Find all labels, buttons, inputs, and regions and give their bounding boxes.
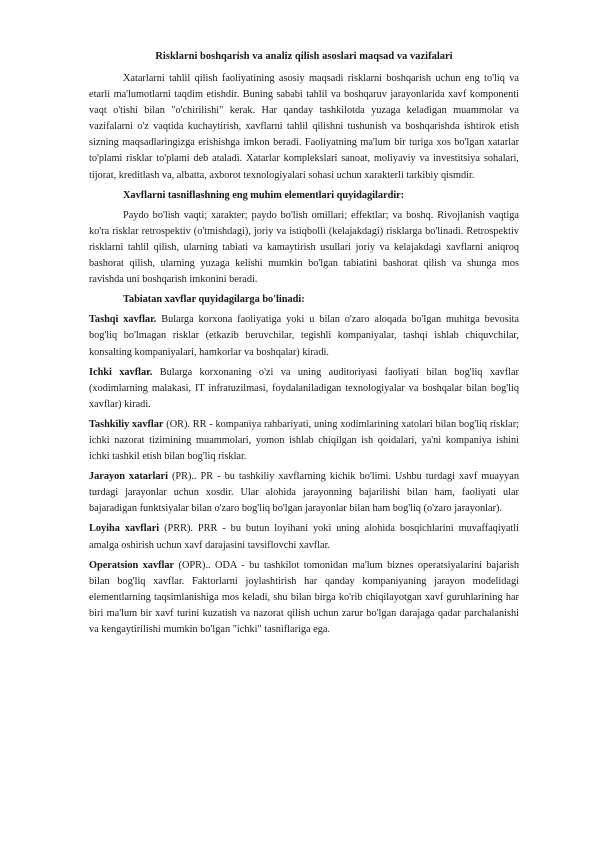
elements-paragraph: Paydo bo'lish vaqti; xarakter; paydo bo'lish omillari; effektlar; va boshq. Rivojlanish vaqtiga ko'ra risklar retrospektiv (o'tmishdagi), joriy va istiqbolli (kelajakdagi) risklarga bo'linadi. Retrospektiv risklarni tahlil qilish, ularning tabiati va kamaytirish usullari joriy va kelajakdagi xavflarni aniqroq bashorat qilish, ularning yuzaga kelishi mumkin bo'lgan tabiatini bashorat qilish va shunga mos ravishda uni boshqarish imkonini beradi. <box>89 209 519 286</box>
document-title: Risklarni boshqarish va analiz qilish asoslari maqsad va vazifalari <box>155 51 453 62</box>
list-item-external-risks <box>89 312 519 360</box>
term-internal-risks: Ichki xavflar. <box>89 366 153 378</box>
term-operational-risks: Operatsion xavflar <box>89 559 175 571</box>
list-item-process-risks <box>89 469 519 517</box>
list-item-project-risks <box>89 521 519 553</box>
term-process-risks: Jarayon xatarlari <box>89 471 168 483</box>
list-item-operational-risks <box>89 558 519 638</box>
text-project-risks: (PRR). PRR - bu butun loyihani yoki uning alohida bosqichlarini muvaffaqiyatli amalga oshirish uchun xavf darajasini tavsiflovchi xavflar. <box>89 523 519 551</box>
list-item-organizational-risks <box>89 417 519 465</box>
term-external-risks: Tashqi xavflar. <box>89 314 157 326</box>
heading-classification-elements: Xavflarni tasniflashning eng muhim elementlari quyidagilardir: <box>123 189 405 201</box>
text-operational-risks: (OPR).. ODA - bu tashkilot tomonidan ma'lum biznes operatsiyalarini bajarish bilan bog'liq xavflar. Faktorlarni joylashtirish har qanday kompaniyaning jarayon modelidagi elementlarning taqsimlanishiga mos keladi, shu bilan birga ko'rib chiqilayotgan xavf guruhlarining har biri ma'lum bir xavf turini kuzatish va nazorat qilish uchun zarur bo'lgan darajaga qadar parchalanishi va kengaytirilishi mumkin bo'lgan "ichki" tasniflariga ega. <box>89 559 519 635</box>
text-external-risks: Bularga korxona faoliyatiga yoki u bilan o'zaro aloqada bo'lgan muhitga bevosita bog'liq bo'lmagan risklar (etkazib beruvchilar, tegishli kompaniyalar, tashqi ishlab chiquvchilar, konsalting kompaniyalari, hamkorlar va boshqalar) kiradi. <box>89 314 519 358</box>
document-page <box>89 50 519 638</box>
intro-paragraph: Xatarlarni tahlil qilish faoliyatining asosiy maqsadi risklarni boshqarish uchun eng to'liq va etarli ma'lumotlarni taqdim etishdir. Buning sababi tahlil va boshqaruv jarayonlarida xavf komponenti vaqt o'tishi bilan "o'chirilishi" kerak. Har qanday tashkilotda yuzaga keladigan muammolar va vazifalarni o'z vaqtida kuchaytirish, xavflarni tahlil qilishni tushunish va boshqarishda ishtirok etish sizning maqsadlaringizga erishishga imkon beradi. Faoliyatning ma'lum bir turiga xos bo'lgan xatarlar to'plami risklar to'plami deb ataladi. Xatarlar komplekslari sanoat, moliyaviy va investitsiya sohalari, tijorat, kreditlash va, albatta, axborot texnologiyalari sohasi uchun xarakterli tarkibiy qismdir. <box>89 73 519 181</box>
list-item-internal-risks <box>89 365 519 413</box>
text-internal-risks: Bularga korxonaning o'zi va uning auditoriyasi faoliyati bilan bog'liq xavflar (xodimlarning malakasi, IT infratuzilmasi, foydalaniladigan texnologiyalar va boshqalar bilan bog'liq xavflar) kiradi. <box>89 366 519 410</box>
term-organizational-risks: Tashkiliy xavflar <box>89 418 164 430</box>
heading-nature: Tabiatan xavflar quyidagilarga bo'linadi: <box>123 294 305 306</box>
text-process-risks: (PR).. PR - bu tashkiliy xavflarning kichik bo'limi. Ushbu turdagi xavf muayyan turdagi jarayonlar uchun xosdir. Ular alohida jarayonning bajarilishi bilan ham, faoliyati ular bajaradigan funktsiyalar bilan o'zaro bog'liq bo'lgan jarayonlar bilan ham bog'liq (o'zaro jarayonlar). <box>89 471 520 515</box>
term-project-risks: Loyiha xavflari <box>89 523 160 535</box>
text-organizational-risks: (OR). RR - kompaniya rahbariyati, uning xodimlarining xatolari bilan bog'liq risklar; ichki nazorat tizimining muammolari, yomon ishlab chiqilgan ish qoidalari, ya'ni kompaniya ishini ichki tashkil etish bilan bog'liq risklar. <box>89 418 520 463</box>
